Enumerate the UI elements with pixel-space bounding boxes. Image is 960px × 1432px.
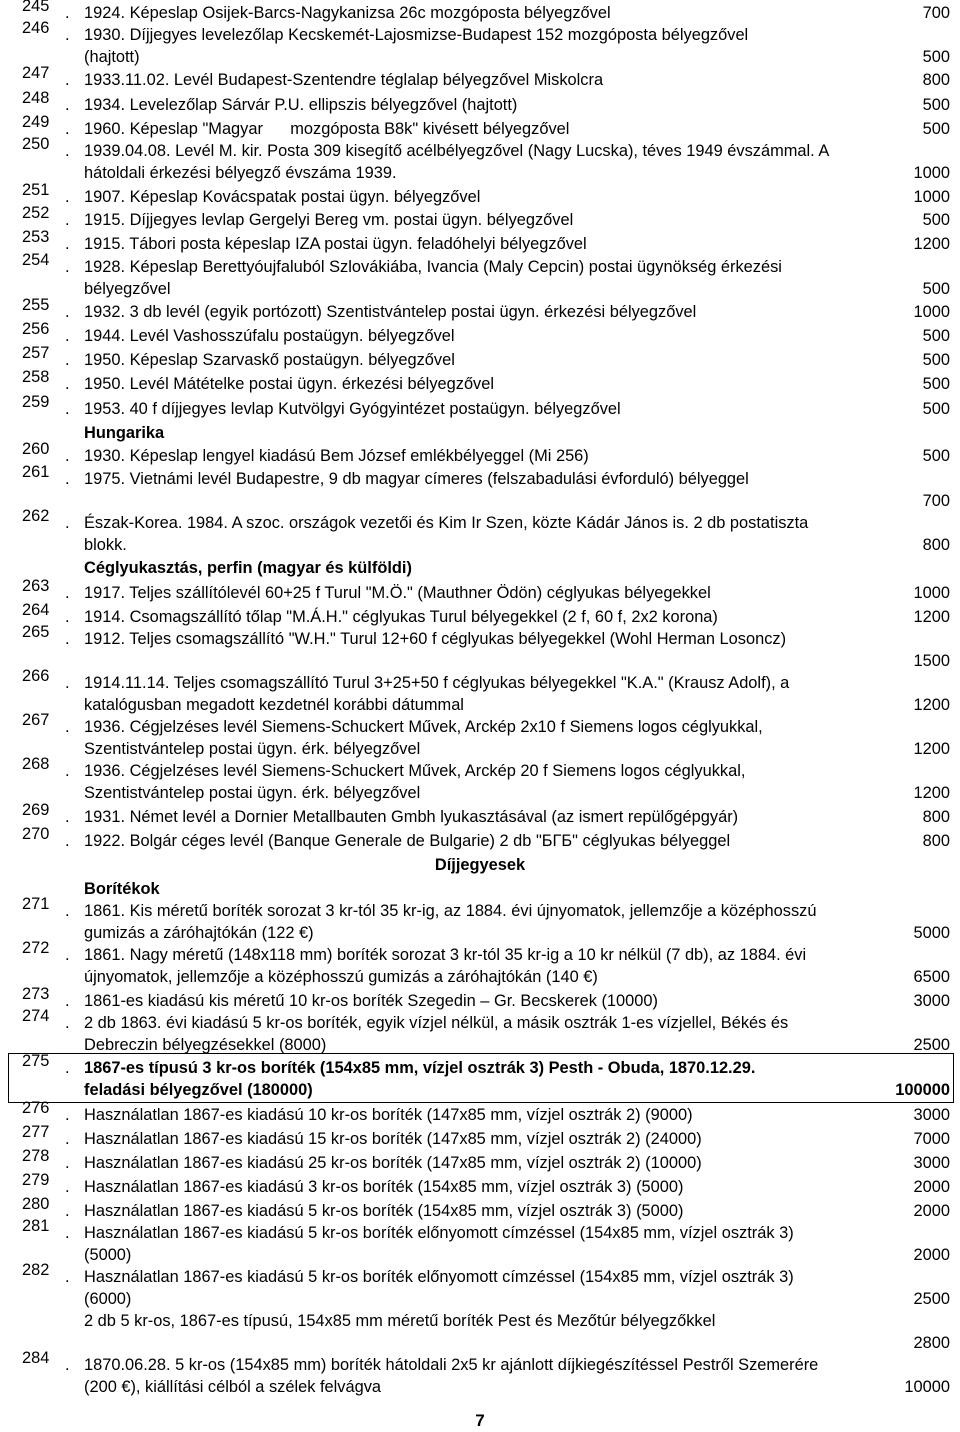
- lot-price: 3000: [913, 1106, 950, 1124]
- lot-description: 1933.11.02. Levél Budapest-Szentendre téglalap bélyegzővel Miskolcra: [84, 71, 604, 89]
- lot-description: Használatlan 1867-es kiadású 5 kr-os boríték előnyomott címzéssel (154x85 mm, vízjel osztrák 3) (6000): [84, 1268, 794, 1309]
- lot-price: 6500: [913, 968, 950, 986]
- lot-description: 1912. Teljes csomagszállító "W.H." Turul 12+60 f céglyukas bélyegekkel (Wohl Herman Losoncz): [84, 630, 787, 648]
- lot-price: 1200: [913, 740, 950, 758]
- lot-number: 255: [22, 296, 50, 314]
- lot-description: Használatlan 1867-es kiadású 3 kr-os boríték (154x85 mm, vízjel osztrák 3) (5000): [84, 1178, 684, 1196]
- lot-price: 500: [922, 211, 950, 229]
- lot-price: 700: [922, 4, 950, 22]
- lot-description: 1915. Tábori posta képeslap IZA postai ügyn. feladóhelyi bélyegzővel: [84, 235, 587, 253]
- lot-description: Észak-Korea. 1984. A szoc. országok vezetői és Kim Ir Szen, közte Kádár János is. 2 db postatiszta blokk.: [84, 514, 809, 555]
- lot-number: 272: [22, 939, 50, 957]
- lot-price: 2500: [913, 1036, 950, 1054]
- lot-description: 1907. Képeslap Kovácspatak postai ügyn. bélyegzővel: [84, 188, 481, 206]
- lot-number: 269: [22, 801, 50, 819]
- lot-price: 1000: [913, 188, 950, 206]
- lot-description: 1931. Német levél a Dornier Metallbauten Gmbh lyukasztásával (az ismert repülőgépgyár): [84, 808, 739, 826]
- lot-price: 500: [922, 280, 950, 298]
- lot-price: 3000: [913, 1154, 950, 1172]
- lot-description: 1928. Képeslap Berettyóujfaluból Szlovákiába, Ivancia (Maly Cepcin) postai ügynökség érkezési bélyegzővel: [84, 258, 782, 299]
- lot-number: 273: [22, 985, 50, 1003]
- lot-description: 1870.06.28. 5 kr-os (154x85 mm) boríték hátoldali 2x5 kr ajánlott díjkiegészítéssel Pestről Szemerére (200 €), kiállítási célból a szélek felvágva: [84, 1356, 819, 1397]
- lot-price: 2800: [913, 1334, 950, 1352]
- lot-number: 279: [22, 1171, 50, 1189]
- lot-price: 10000: [904, 1378, 950, 1396]
- lot-description: 1917. Teljes szállítólevél 60+25 f Turul "M.Ö." (Mauthner Ödön) céglyukas bélyegekkel: [84, 584, 711, 602]
- lot-number: 278: [22, 1147, 50, 1165]
- lot-description: 1934. Levelezőlap Sárvár P.U. ellipszis bélyegzővel (hajtott): [84, 96, 518, 114]
- lot-number: 246: [22, 19, 50, 37]
- lot-number: 260: [22, 440, 50, 458]
- lot-number: 251: [22, 181, 50, 199]
- lot-description: 1914. Csomagszállító tőlap "M.Á.H." céglyukas Turul bélyegekkel (2 f, 60 f, 2x2 korona): [84, 608, 718, 626]
- lot-number: 282: [22, 1261, 50, 1279]
- lot-price: 700: [922, 492, 950, 510]
- lot-price: 2000: [913, 1246, 950, 1264]
- section-heading-boritekok: Borítékok: [84, 880, 160, 898]
- lot-number: 261: [22, 463, 50, 481]
- lot-price: 800: [922, 832, 950, 850]
- lot-number: 265: [22, 623, 50, 641]
- lot-number: 259: [22, 393, 50, 411]
- lot-number: 253: [22, 228, 50, 246]
- lot-description: Használatlan 1867-es kiadású 5 kr-os boríték előnyomott címzéssel (154x85 mm, vízjel osztrák 3) (5000): [84, 1224, 794, 1265]
- lot-number: 277: [22, 1123, 50, 1141]
- lot-description: 1953. 40 f díjjegyes levlap Kutvölgyi Gyógyintézet postaügyn. bélyegzővel: [84, 400, 621, 418]
- lot-number: 250: [22, 135, 50, 153]
- lot-price: 500: [922, 120, 950, 138]
- lot-price: 1200: [913, 608, 950, 626]
- lot-price: 800: [922, 536, 950, 554]
- lot-price: 3000: [913, 992, 950, 1010]
- lot-number: 276: [22, 1099, 50, 1117]
- lot-price: 500: [922, 96, 950, 114]
- section-heading-ceglyukasztas: Céglyukasztás, perfin (magyar és külföldi): [84, 559, 412, 577]
- lot-number: 274: [22, 1007, 50, 1025]
- lot-description: 1867-es típusú 3 kr-os boríték (154x85 mm, vízjel osztrák 3) Pesth - Obuda, 1870.12.29. feladási bélyegzővel (180000): [84, 1059, 756, 1100]
- lot-description: 1930. Díjjegyes levelezőlap Kecskemét-Lajosmizse-Budapest 152 mozgóposta bélyegzővel (hajtott): [84, 26, 749, 67]
- lot-price: 2000: [913, 1178, 950, 1196]
- lot-number: 257: [22, 344, 50, 362]
- lot-description: 1924. Képeslap Osijek-Barcs-Nagykanizsa 26c mozgóposta bélyegzővel: [84, 4, 611, 22]
- lot-number: 284: [22, 1349, 50, 1367]
- lot-description: 1932. 3 db levél (egyik portózott) Szentistvántelep postai ügyn. érkezési bélyegzővel: [84, 303, 697, 321]
- lot-number: 281: [22, 1217, 50, 1235]
- lot-description: 1975. Vietnámi levél Budapestre, 9 db magyar címeres (felszabadulási évforduló) bélyeggel: [84, 470, 749, 488]
- lot-price: 500: [922, 327, 950, 345]
- lot-description: Használatlan 1867-es kiadású 5 kr-os boríték (154x85 mm, vízjel osztrák 3) (5000): [84, 1202, 684, 1220]
- lot-number: 249: [22, 113, 50, 131]
- lot-description: Használatlan 1867-es kiadású 25 kr-os boríték (147x85 mm, vízjel osztrák 2) (10000): [84, 1154, 702, 1172]
- lot-price: 1200: [913, 696, 950, 714]
- lot-description: 1914.11.14. Teljes csomagszállító Turul 3+25+50 f céglyukas bélyegekkel "K.A." (Krausz Adolf), a katalógusban megadott kezdetnél korábbi dátummal: [84, 674, 790, 715]
- lot-price: 5000: [913, 924, 950, 942]
- lot-description: 1950. Levél Mátételke postai ügyn. érkezési bélyegzővel: [84, 375, 495, 393]
- lot-price: 500: [922, 400, 950, 418]
- lot-description: 1939.04.08. Levél M. kir. Posta 309 kisegítő acélbélyegzővel (Nagy Lucska), téves 1949 évszámmal. A hátoldali érkezési bélyegző évszáma 1939.: [84, 142, 829, 183]
- lot-description: 1861. Kis méretű boríték sorozat 3 kr-tól 35 kr-ig, az 1884. évi újnyomatok, jellemzője a középhosszú gumizás a záróhajtókán (122 €): [84, 902, 817, 943]
- lot-price: 1500: [913, 652, 950, 670]
- lot-price: 1000: [913, 303, 950, 321]
- lot-price: 2000: [913, 1202, 950, 1220]
- lot-number: 275: [22, 1052, 50, 1070]
- lot-price: 800: [922, 71, 950, 89]
- section-heading-hungarika: Hungarika: [84, 424, 165, 442]
- lot-description: 1915. Díjjegyes levlap Gergelyi Bereg vm. postai ügyn. bélyegzővel: [84, 211, 574, 229]
- lot-price: 1000: [913, 584, 950, 602]
- lot-description: 2 db 5 kr-os, 1867-es típusú, 154x85 mm méretű boríték Pest és Mezőtúr bélyegzőkkel: [84, 1312, 716, 1330]
- lot-description: Használatlan 1867-es kiadású 10 kr-os boríték (147x85 mm, vízjel osztrák 2) (9000): [84, 1106, 693, 1124]
- lot-price: 1200: [913, 784, 950, 802]
- lot-number: 270: [22, 825, 50, 843]
- lot-description: 1944. Levél Vashosszúfalu postaügyn. bélyegzővel: [84, 327, 455, 345]
- section-heading-dijjegyesek: Díjjegyesek: [434, 856, 526, 874]
- lot-description: 1936. Cégjelzéses levél Siemens-Schuckert Művek, Arckép 2x10 f Siemens logos céglyukkal, Szentistvántelep postai ügyn. érk. bélyegzővel: [84, 718, 763, 759]
- lot-number: 256: [22, 320, 50, 338]
- lot-price: 500: [922, 351, 950, 369]
- lot-price: 500: [922, 447, 950, 465]
- lot-price: 1000: [913, 164, 950, 182]
- page-number: 7: [475, 1411, 485, 1430]
- lot-price: 500: [922, 375, 950, 393]
- lot-price: 1200: [913, 235, 950, 253]
- lot-number: 248: [22, 89, 50, 107]
- lot-number: 262: [22, 507, 50, 525]
- lot-number: 266: [22, 667, 50, 685]
- lot-number: 254: [22, 251, 50, 269]
- lot-number: 264: [22, 601, 50, 619]
- lot-number: 268: [22, 755, 50, 773]
- lot-description: 2 db 1863. évi kiadású 5 kr-os boríték, egyik vízjel nélkül, a másik osztrák 1-es vízjellel, Békés és Debreczin bélyegzésekkel (8000): [84, 1014, 789, 1055]
- lot-number: 271: [22, 895, 50, 913]
- lot-number: 258: [22, 368, 50, 386]
- lot-number: 280: [22, 1195, 50, 1213]
- lot-number: 252: [22, 204, 50, 222]
- lot-price: 7000: [913, 1130, 950, 1148]
- lot-description: 1861. Nagy méretű (148x118 mm) boríték sorozat 3 kr-tól 35 kr-ig a 10 kr nélkül (7 db), az 1884. évi újnyomatok, jellemzője a középhosszú gumizás a záróhajtókán (140 €): [84, 946, 807, 987]
- lot-price: 2500: [913, 1290, 950, 1308]
- lot-description: 1960. Képeslap "Magyar mozgóposta B8k" kivésett bélyegzővel: [84, 120, 570, 138]
- lot-price: 100000: [895, 1081, 950, 1099]
- lot-description: 1861-es kiadású kis méretű 10 kr-os boríték Szegedin – Gr. Becskerek (10000): [84, 992, 658, 1010]
- lot-price: 800: [922, 808, 950, 826]
- lot-description: 1936. Cégjelzéses levél Siemens-Schuckert Művek, Arckép 20 f Siemens logos céglyukkal, Szentistvántelep postai ügyn. érk. bélyegzővel: [84, 762, 746, 803]
- lot-description: 1922. Bolgár céges levél (Banque Generale de Bulgarie) 2 db "БГБ" céglyukas bélyeggel: [84, 832, 731, 850]
- lot-price: 500: [922, 48, 950, 66]
- lot-description: 1950. Képeslap Szarvaskő postaügyn. bélyegzővel: [84, 351, 455, 369]
- lot-description: Használatlan 1867-es kiadású 15 kr-os boríték (147x85 mm, vízjel osztrák 2) (24000): [84, 1130, 702, 1148]
- lot-number: 267: [22, 711, 50, 729]
- lot-number: 245: [22, 0, 50, 15]
- lot-description: 1930. Képeslap lengyel kiadású Bem József emlékbélyeggel (Mi 256): [84, 447, 589, 465]
- lot-number: 247: [22, 64, 50, 82]
- lot-number: 263: [22, 577, 50, 595]
